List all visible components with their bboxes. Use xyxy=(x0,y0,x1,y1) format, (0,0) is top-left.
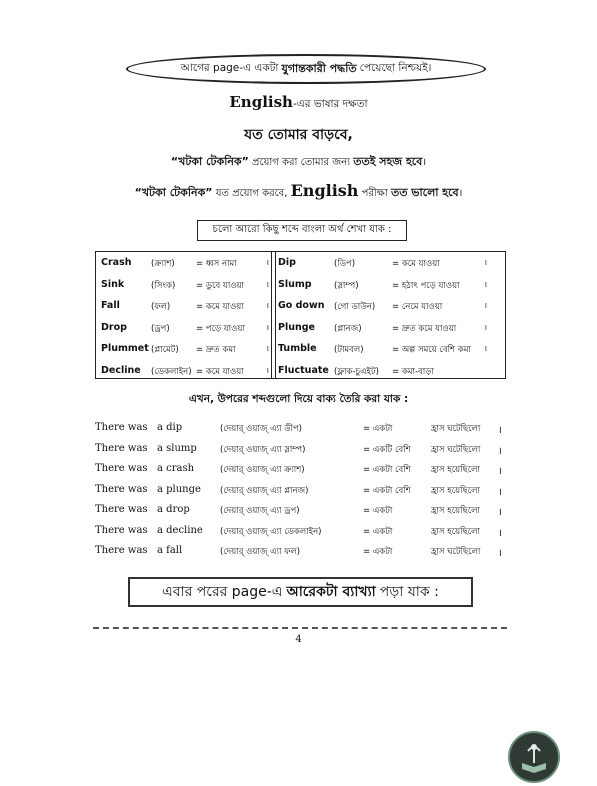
sentence-s1: There was xyxy=(95,524,148,536)
sentence-s1: There was xyxy=(95,442,148,454)
sentence-s5: হ্রাস হয়েছিলো xyxy=(431,526,480,537)
vocab-meaning: = কমে যাওয়া xyxy=(196,302,244,312)
banner-bold: যুগান্তকারী পদ্ধতি xyxy=(281,61,357,75)
bottom-pre: এবার পরের page-এ xyxy=(162,584,283,600)
sentence-bar: । xyxy=(498,445,502,457)
sentence-row xyxy=(95,545,515,559)
vocab-bar: । xyxy=(266,344,270,353)
sentence-s5: হ্রাস ঘটেছিলো xyxy=(431,547,481,557)
vocab-pron: (প্লামেট) xyxy=(151,345,179,355)
sentence-row xyxy=(95,443,515,457)
banner-post: পেয়েছো নিশ্চয়ই। xyxy=(359,61,432,74)
sentence-bar: । xyxy=(498,466,502,477)
sentence-s5: হ্রাস ঘটেছিলো xyxy=(431,444,481,455)
sentence-s3: (দেয়ার্ ওয়াজ্ এ্যা ডীপ) xyxy=(220,424,302,434)
vocab-row xyxy=(278,343,488,357)
line4-after: পরীক্ষা xyxy=(361,188,388,199)
footer-divider xyxy=(93,627,507,631)
vocab-word: Sink xyxy=(101,278,125,290)
vocab-word: Slump xyxy=(278,278,312,290)
vocab-bar: । xyxy=(266,365,270,375)
sentence-s2: a drop xyxy=(157,504,190,515)
sentence-bar: । xyxy=(498,548,502,559)
vocab-row xyxy=(101,343,277,357)
vocab-row xyxy=(278,300,488,314)
sentence-s4: = একটা xyxy=(363,526,393,537)
vocab-title: চলো আরো কিছু শব্দে বাংলা অর্থ শেখা যাক : xyxy=(197,220,407,241)
vocab-word: Crash xyxy=(101,257,132,268)
vocab-row xyxy=(278,257,488,271)
sentence-s5: হ্রাস হয়েছিলো xyxy=(431,506,480,516)
sentence-s5: হ্রাস ঘটেছিলো xyxy=(431,424,481,434)
intro-line1-bn: -এর ভাষার দক্ষতা xyxy=(292,98,368,110)
sentence-row xyxy=(95,504,515,518)
sentence-bar: । xyxy=(498,425,502,436)
vocab-table xyxy=(95,251,506,379)
vocab-meaning: = হঠাৎ পড়ে যাওয়া xyxy=(392,280,460,291)
sentence-bar: । xyxy=(498,527,502,539)
vocab-bar: । xyxy=(484,258,488,267)
intro-line-4 xyxy=(0,181,597,203)
vocab-divider xyxy=(271,251,276,379)
intro-line-1 xyxy=(0,93,597,114)
sentence-row xyxy=(95,525,515,539)
sentence-s2: a fall xyxy=(157,545,183,556)
line4-bold: “খটকা টেকনিক” xyxy=(134,186,213,199)
vocab-bar: । xyxy=(484,344,488,353)
sentence-row xyxy=(95,484,515,498)
vocab-bar: । xyxy=(266,279,270,289)
sentence-s3: (দেয়ার্ ওয়াজ্ এ্যা ড্রপ) xyxy=(220,506,300,516)
sentence-s1: There was xyxy=(95,483,148,495)
intro-line-2: যত তোমার বাড়বে, xyxy=(244,127,353,143)
sentence-row xyxy=(95,463,515,477)
line3-end: ততই সহজ হবে xyxy=(353,155,423,168)
vocab-meaning: = নেমে যাওয়া xyxy=(392,302,443,312)
sentence-s1: There was xyxy=(95,422,148,433)
sentence-s4: = একটা xyxy=(363,424,393,434)
vocab-word: Decline xyxy=(101,364,141,376)
sentence-s3: (দেয়ার্ ওয়াজ্ এ্যা স্লাম্প) xyxy=(220,444,306,455)
vocab-row xyxy=(101,300,277,314)
sentence-s3: (দেয়ার্ ওয়াজ্ এ্যা ফল) xyxy=(220,547,301,557)
bottom-post: পড়া যাক : xyxy=(379,584,439,600)
sentence-s2: a decline xyxy=(157,524,203,536)
line4-english: English xyxy=(290,181,359,200)
vocab-pron: (প্লানজ) xyxy=(334,323,362,334)
vocab-word: Plunge xyxy=(278,321,315,333)
vocab-bar: । xyxy=(266,258,270,267)
top-banner xyxy=(126,54,486,84)
vocab-bar: । xyxy=(484,301,488,310)
line4-dot: । xyxy=(458,188,463,199)
vocab-bar: । xyxy=(266,301,270,310)
sentence-s5: হ্রাস হয়েছিলো xyxy=(431,485,480,496)
vocab-word: Tumble xyxy=(278,343,317,354)
sentence-s2: a crash xyxy=(157,463,195,474)
vocab-row xyxy=(101,279,277,293)
vocab-word: Plummet xyxy=(101,343,149,354)
vocab-meaning: = অল্প সময়ে বেশি কমা xyxy=(392,345,471,355)
vocab-pron: (স্লাম্প) xyxy=(334,280,359,291)
sentence-s3: (দেয়ার্ ওয়াজ্ এ্যা প্লানজ) xyxy=(220,485,309,496)
vocab-word: Go down xyxy=(278,300,325,311)
sentence-s4: = একটি বেশি xyxy=(363,444,411,455)
sentence-s2: a dip xyxy=(157,422,183,433)
sentence-s1: There was xyxy=(95,463,148,474)
sentence-s2: a slump xyxy=(157,442,197,454)
sentence-title: এখন, উপরের শব্দগুলো দিয়ে বাক্য তৈরি করা যাক : xyxy=(188,393,409,405)
sentence-row xyxy=(95,422,515,436)
vocab-meaning: = ধ্বস নামা xyxy=(196,259,237,269)
sentence-bar: । xyxy=(498,486,502,498)
banner-pre: আগের page-এ একটা xyxy=(180,61,279,74)
vocab-word: Dip xyxy=(278,257,296,268)
vocab-pron: (ক্র্যাশ) xyxy=(151,259,175,269)
sentence-s4: = একটা xyxy=(363,547,393,557)
vocab-meaning: = দ্রুত কমা xyxy=(196,345,236,355)
bottom-bold: আরেকটা ব্যাখ্যা xyxy=(286,584,376,600)
vocab-pron: (টামবল) xyxy=(334,345,364,355)
sentence-s2: a plunge xyxy=(157,483,201,495)
vocab-bar: । xyxy=(266,322,270,332)
sentence-s4: = একটা বেশি xyxy=(363,465,411,475)
vocab-row xyxy=(101,322,277,336)
vocab-pron: (ড্রপ) xyxy=(151,323,170,334)
vocab-word: Drop xyxy=(101,321,127,333)
page-number: 4 xyxy=(295,634,302,645)
sentence-s4: = একটা xyxy=(363,506,393,516)
vocab-pron: (ডেকলাইন) xyxy=(151,366,192,377)
vocab-pron: (ফ্লাক-চুএইট) xyxy=(334,366,379,377)
vocab-word: Fluctuate xyxy=(278,364,329,376)
vocab-meaning: = ডুবে যাওয়া xyxy=(196,280,245,291)
vocab-pron: (গো ডাউন) xyxy=(334,302,376,312)
vocab-row xyxy=(101,257,277,271)
sentence-s3: (দেয়ার্ ওয়াজ্ এ্যা ক্র্যাশ) xyxy=(220,465,305,475)
vocab-meaning: = কমা-বাড়া xyxy=(392,366,434,377)
vocab-meaning: = কমে যাওয়া xyxy=(196,366,244,377)
vocab-meaning: = কমে যাওয়া xyxy=(392,259,440,269)
vocab-word: Fall xyxy=(101,300,120,311)
vocab-pron: (ডিপ) xyxy=(334,259,356,269)
vocab-row xyxy=(278,321,488,336)
line3-mid: প্রয়োগ করা তোমার জন্য xyxy=(252,157,351,168)
vocab-meaning: = পড়ে যাওয়া xyxy=(196,323,245,334)
vocab-bar: । xyxy=(484,322,488,332)
vocab-pron: (ফল) xyxy=(151,302,171,312)
intro-english: English xyxy=(229,93,293,111)
intro-line-3 xyxy=(0,153,597,172)
book-logo-icon xyxy=(508,731,560,783)
bottom-box xyxy=(128,577,473,607)
sentence-s1: There was xyxy=(95,504,148,515)
line3-dot: । xyxy=(422,157,427,168)
line4-mid: যত প্রয়োগ করবে, xyxy=(215,188,288,199)
vocab-row xyxy=(278,278,488,293)
sentence-s3: (দেয়ার্ ওয়াজ্ এ্যা ডেকলাইন) xyxy=(220,526,322,537)
line3-bold: “খটকা টেকনিক” xyxy=(170,155,249,168)
sentence-s5: হ্রাস হয়েছিলো xyxy=(431,465,480,475)
sentence-s1: There was xyxy=(95,545,148,556)
line4-end: তত ভালো হবে xyxy=(390,186,459,199)
sentence-bar: । xyxy=(498,507,502,518)
vocab-meaning: = দ্রুত কমে যাওয়া xyxy=(392,323,457,334)
vocab-row xyxy=(278,365,454,379)
sentence-s4: = একটা বেশি xyxy=(363,485,411,496)
vocab-bar: । xyxy=(484,279,488,289)
vocab-pron: (সিংক) xyxy=(151,280,176,291)
vocab-row xyxy=(101,365,277,379)
